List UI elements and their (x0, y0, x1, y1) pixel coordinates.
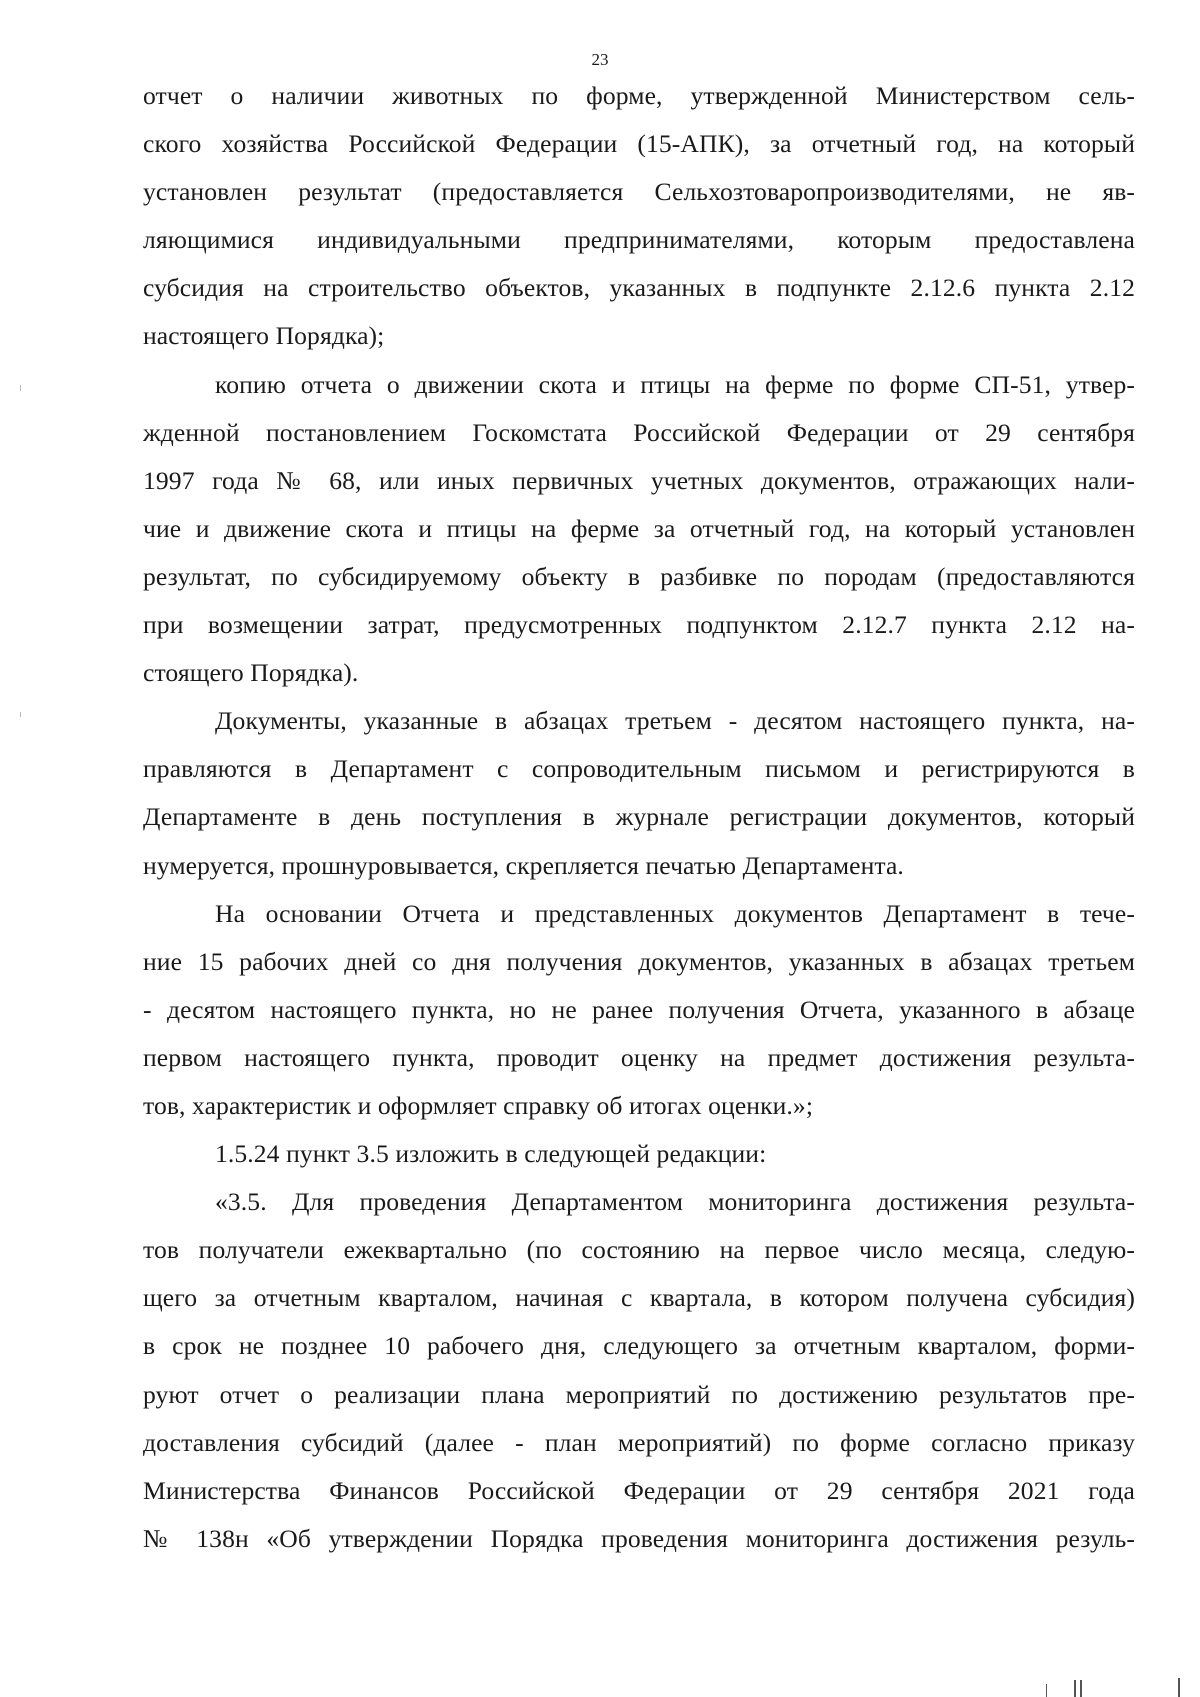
scan-artifact-mark (1178, 1678, 1180, 1697)
text-line: На основании Отчета и представленных документов Департамент в тече- (215, 898, 1135, 928)
text-line: № 138н «Об утверждении Порядка проведения мониторинга достижения резуль- (143, 1523, 1135, 1553)
paragraph-amendment-item (143, 1130, 1135, 1178)
document-body (143, 72, 1135, 1563)
text-line: Департаменте в день поступления в журнале регистрации документов, который (143, 802, 1135, 832)
text-line: ние 15 рабочих дней со дня получения документов, указанных в абзацах третьем (143, 946, 1135, 976)
text-line: щего за отчетным кварталом, начиная с квартала, в котором получена субсидия) (143, 1283, 1135, 1313)
text-line: 1997 года № 68, или иных первичных учетных документов, отражающих нали- (143, 465, 1135, 495)
text-line: жденной постановлением Госкомстата Российской Федерации от 29 сентября (143, 417, 1135, 447)
text-line: установлен результат (предоставляется Сельхозтоваропроизводителями, не яв- (143, 177, 1135, 207)
text-line: стоящего Порядка). (143, 658, 359, 688)
paragraph-animal-report (143, 72, 1135, 361)
text-line: копию отчета о движении скота и птицы на ферме по форме СП-51, утвер- (215, 369, 1135, 399)
scan-artifact-mark (20, 712, 21, 717)
text-line: ляющимися индивидуальными предпринимателями, которым предоставлена (143, 225, 1135, 255)
text-line: в срок не позднее 10 рабочего дня, следующего за отчетным кварталом, форми- (143, 1331, 1135, 1361)
text-line: ского хозяйства Российской Федерации (15-АПК), за отчетный год, на который (143, 129, 1135, 159)
paragraph-evaluation (143, 890, 1135, 1130)
paragraph-documents-registration (143, 697, 1135, 889)
text-line: нумеруется, прошнуровывается, скрепляется печатью Департамента. (143, 850, 904, 880)
scan-artifact-mark (1080, 1680, 1082, 1697)
scan-artifact-mark (20, 385, 21, 391)
text-line: правляются в Департамент с сопроводительным письмом и регистрируются в (143, 754, 1135, 784)
paragraph-livestock-movement (143, 361, 1135, 698)
text-line: тов получатели ежеквартально (по состоянию на первое число месяца, следую- (143, 1235, 1135, 1265)
text-line: отчет о наличии животных по форме, утвержденной Министерством сель- (143, 81, 1135, 110)
text-line: тов, характеристик и оформляет справку об итогах оценки.»; (143, 1090, 814, 1120)
text-line: Министерства Финансов Российской Федерации от 29 сентября 2021 года (143, 1475, 1135, 1505)
text-line: при возмещении затрат, предусмотренных подпунктом 2.12.7 пункта 2.12 на- (143, 610, 1135, 640)
text-line: Документы, указанные в абзацах третьем - десятом настоящего пункта, на- (215, 706, 1135, 736)
scan-artifact-mark (1074, 1680, 1076, 1697)
text-line: результат, по субсидируемому объекту в разбивке по породам (предоставляются (143, 561, 1135, 591)
text-line: чие и движение скота и птицы на ферме за отчетный год, на который установлен (143, 513, 1135, 543)
text-line: субсидия на строительство объектов, указанных в подпункте 2.12.6 пункта 2.12 (143, 273, 1135, 303)
text-line: настоящего Порядка); (143, 321, 385, 351)
text-line: доставления субсидий (далее - план мероприятий) по форме согласно приказу (143, 1427, 1135, 1457)
text-line: - десятом настоящего пункта, но не ранее получения Отчета, указанного в абзаце (143, 994, 1135, 1024)
text-line: первом настоящего пункта, проводит оценку на предмет достижения результа- (143, 1042, 1135, 1072)
text-line: руют отчет о реализации плана мероприятий по достижению результатов пре- (143, 1379, 1135, 1409)
scan-artifact-mark (1046, 1684, 1047, 1697)
text-line: 1.5.24 пункт 3.5 изложить в следующей редакции: (215, 1139, 767, 1169)
text-line: «3.5. Для проведения Департаментом мониторинга достижения результа- (215, 1187, 1135, 1217)
page-number: 23 (591, 50, 609, 69)
paragraph-monitoring (143, 1178, 1135, 1563)
